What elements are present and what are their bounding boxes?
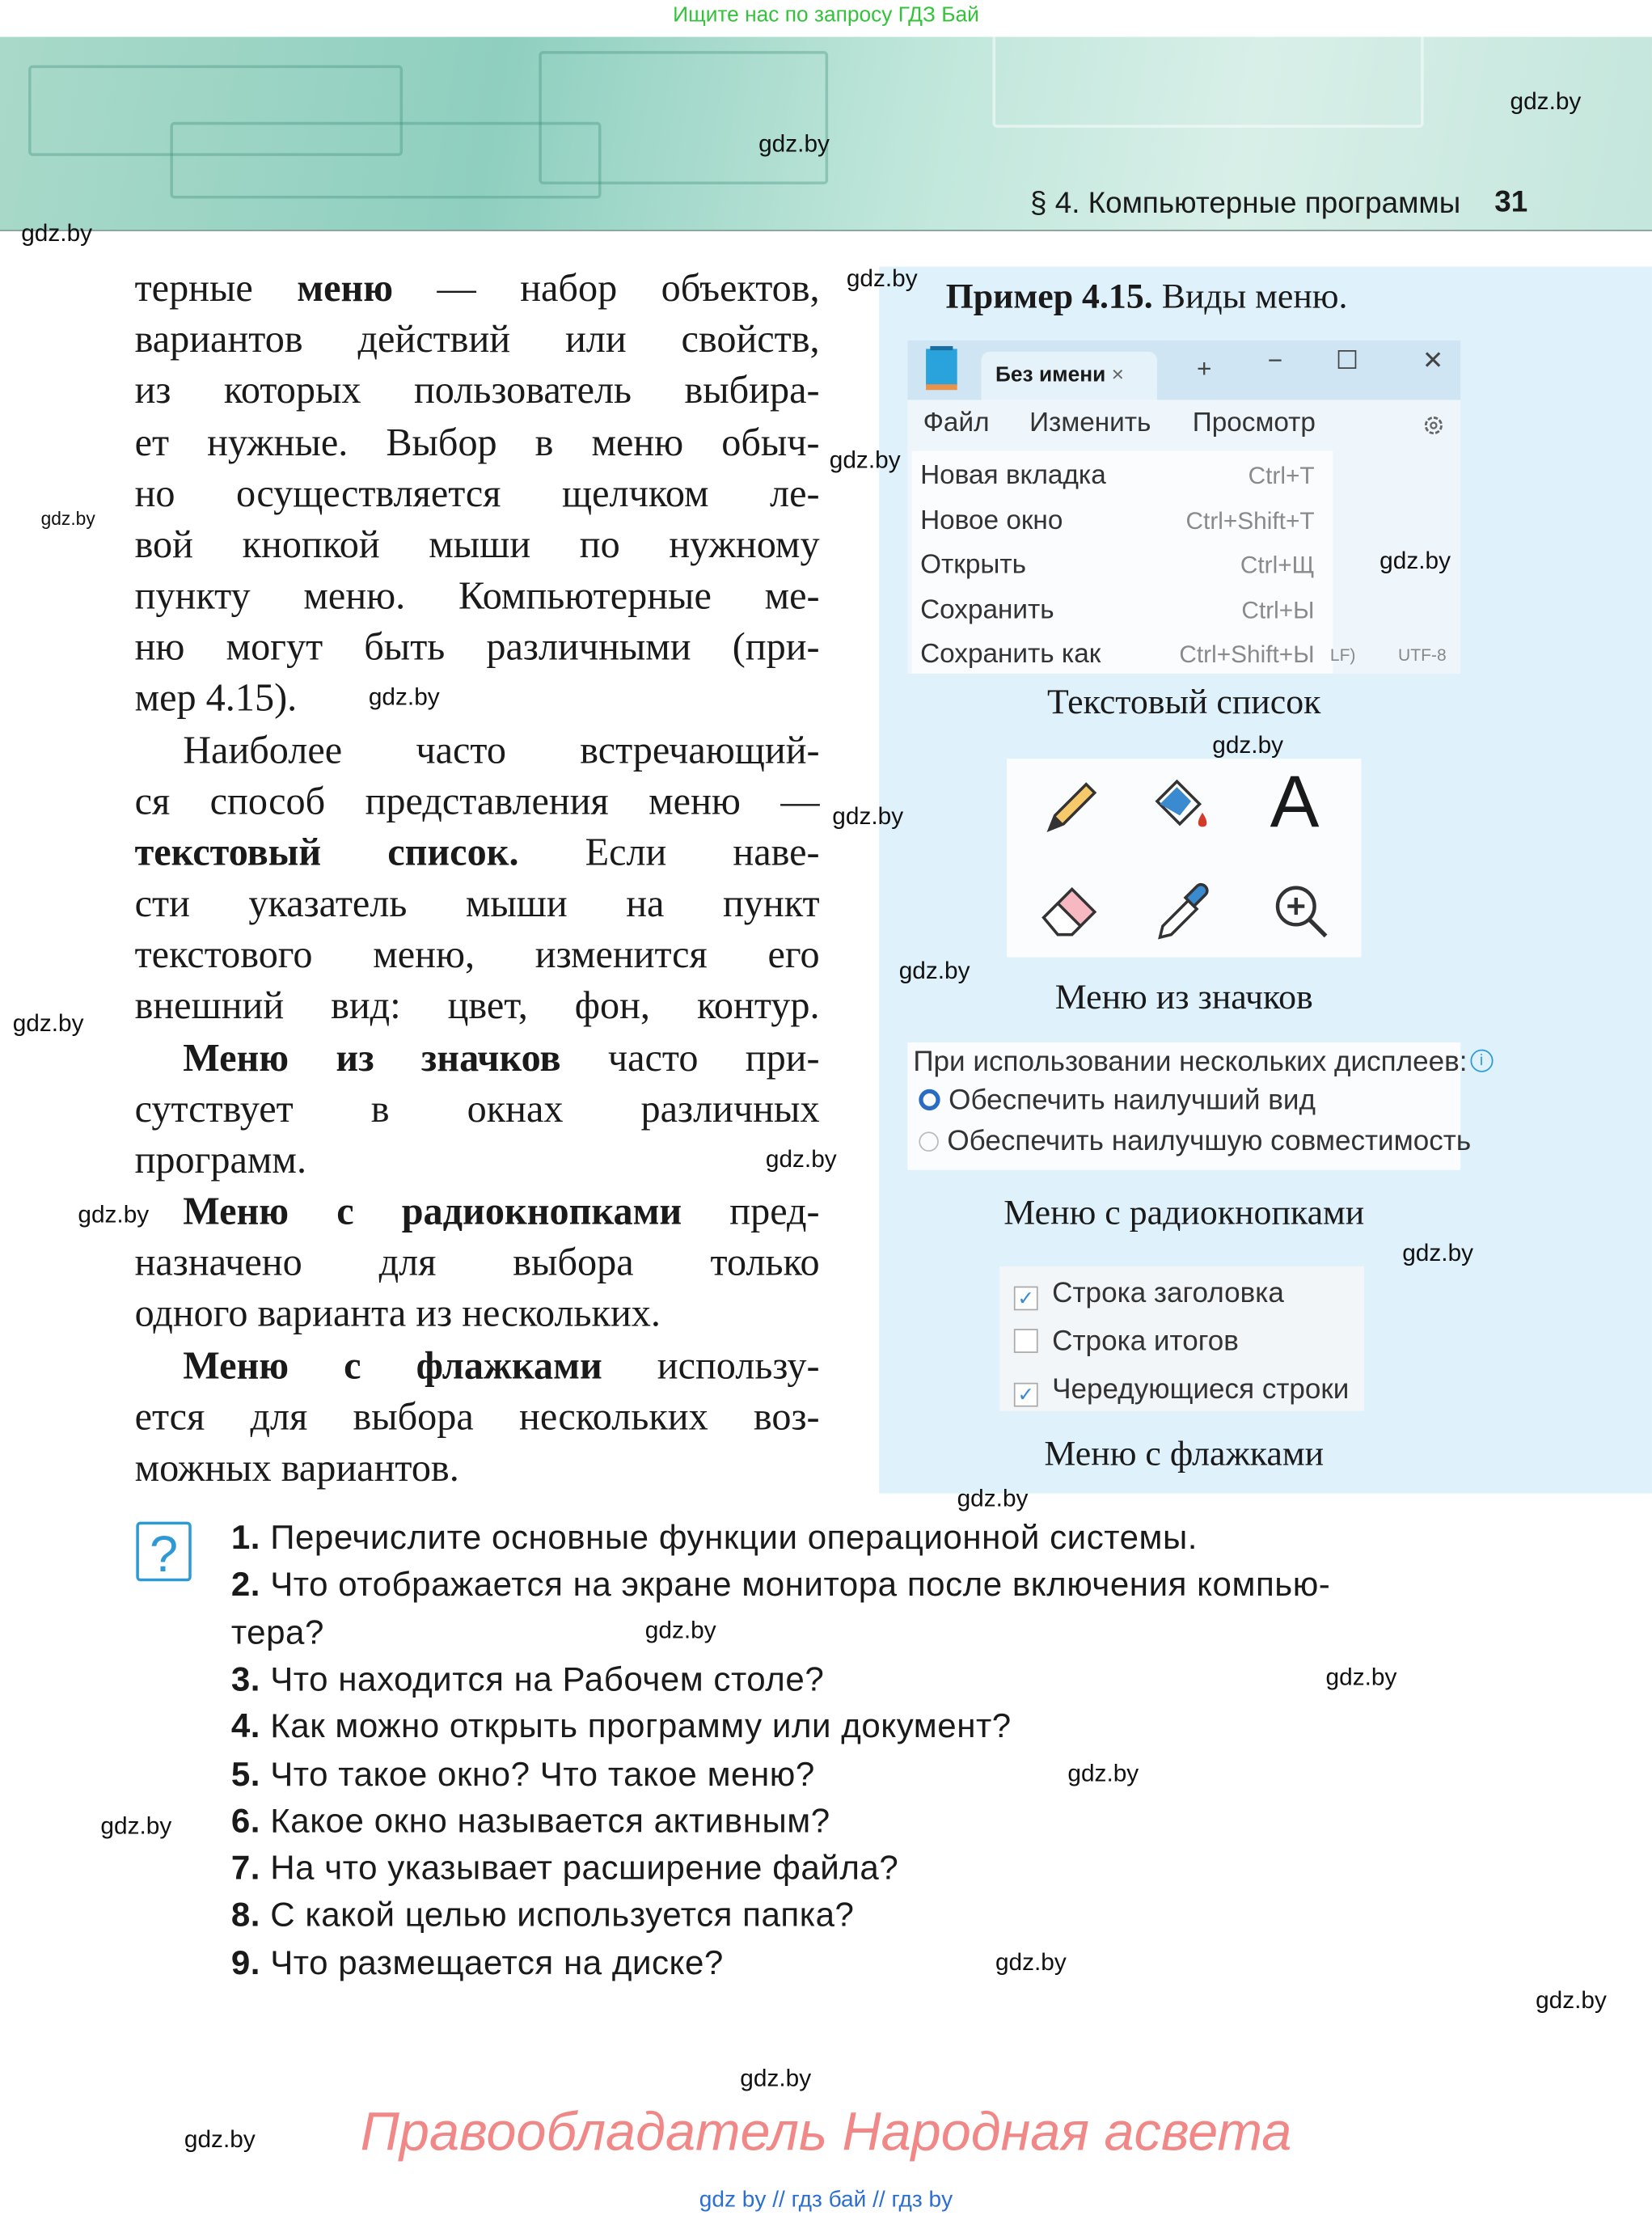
menu-item[interactable] [920, 588, 1315, 632]
text-segment: вариантов действий или свойств, [134, 316, 820, 361]
body-line [135, 1137, 820, 1182]
bold-term: Меню из значков [183, 1034, 561, 1079]
question-text: Как можно открыть программу или документ? [260, 1707, 1012, 1747]
watermark: gdz.by [1536, 1986, 1607, 2015]
menu-item-label: Новое окно [920, 505, 1063, 535]
body-line [135, 1445, 820, 1490]
text-segment: одного варианта из нескольких. [134, 1291, 661, 1335]
new-tab-button[interactable]: + [1197, 354, 1212, 383]
watermark: gdz.by [1379, 547, 1451, 575]
top-note[interactable]: Ищите нас по запросу ГДЗ Бай [673, 2, 979, 27]
question-number: 5. [230, 1755, 261, 1794]
watermark: gdz.by [368, 683, 440, 711]
radio-option-label: Обеспечить наилучший вид [949, 1085, 1316, 1117]
text-segment: пункту меню. Компьютерные ме- [134, 573, 820, 617]
bold-term: текстовый список. [134, 829, 519, 873]
question-text: Что такое окно? Что такое меню? [260, 1755, 815, 1794]
status-encoding: UTF-8 [1398, 645, 1447, 666]
example-number: Пример 4.15. [945, 277, 1153, 317]
body-line [135, 932, 820, 977]
menu-item-shortcut: Ctrl+Shift+T [1185, 506, 1315, 535]
radio-option[interactable] [919, 1085, 1316, 1118]
question-number: 7. [230, 1849, 261, 1888]
text-segment: ню могут быть различными (при- [134, 624, 820, 669]
question-text: Какое окно называется активным? [260, 1802, 830, 1841]
title-bar [907, 340, 1460, 400]
text-segment: текстового меню, изменится его [134, 932, 820, 976]
menu-item-label: Открыть [920, 550, 1026, 581]
text-segment: ся способ представления меню — [134, 778, 820, 822]
text-segment: внешний вид: цвет, фон, контур. [134, 983, 820, 1028]
watermark: gdz.by [644, 1617, 716, 1644]
text-segment: пред- [682, 1188, 820, 1233]
menu-item-label: Сохранить как [920, 639, 1101, 670]
body-line [135, 1393, 820, 1439]
watermark: gdz.by [12, 1009, 84, 1037]
body-line [135, 522, 820, 567]
text-segment: сти указатель мыши на пункт [134, 881, 820, 925]
menu-item[interactable] [920, 454, 1315, 497]
watermark: gdz.by [1402, 1239, 1474, 1266]
bold-term: Меню с радиокнопками [183, 1188, 682, 1233]
footer-links[interactable]: gdz by // гдз бай // гдз by [699, 2188, 953, 2213]
menu-item-label: Сохранить [920, 594, 1054, 625]
caption-text-list: Текстовый список [1047, 683, 1321, 722]
checkbox-option[interactable] [1014, 1321, 1239, 1364]
text-segment: Если наве- [518, 829, 820, 873]
section-title: § 4. Компьютерные программы [1030, 187, 1461, 220]
question-item [231, 1660, 824, 1702]
text-segment: можных вариантов. [134, 1444, 459, 1490]
question-number: 1. [230, 1519, 261, 1558]
menu-item-shortcut: Ctrl+Ы [1241, 596, 1315, 624]
text-segment: ет нужные. Выбор в меню обыч- [134, 419, 820, 463]
caption-icon-menu: Меню из значков [1054, 978, 1313, 1017]
question-text: Что размещается на диске? [260, 1943, 724, 1982]
page-number: 31 [1494, 185, 1528, 219]
text-segment: — набор объектов, [393, 264, 820, 310]
icon-menu [1007, 759, 1361, 958]
watermark: gdz.by [832, 802, 904, 830]
menu-item-label: Новая вкладка [920, 460, 1106, 491]
body-line [183, 1342, 819, 1388]
radio-option[interactable] [919, 1126, 1471, 1158]
menu-item-shortcut: Ctrl+Щ [1240, 552, 1315, 579]
tab-close-icon[interactable]: × [1111, 362, 1124, 387]
example-title [946, 278, 1348, 318]
body-line [183, 727, 819, 772]
copyright-notice: Правообладатель Народная асвета [360, 2103, 1292, 2163]
watermark: gdz.by [1212, 731, 1284, 759]
question-item [231, 1801, 830, 1844]
question-text: тера? [230, 1613, 324, 1652]
minimize-button[interactable]: − [1267, 345, 1283, 374]
menu-item[interactable] [920, 543, 1315, 587]
menu-edit[interactable]: Изменить [1029, 408, 1151, 438]
text-segment: часто при- [560, 1034, 820, 1079]
menu-item[interactable] [920, 632, 1315, 676]
checkbox-label: Строка итогов [1052, 1326, 1239, 1358]
checkbox[interactable]: ✓ [1014, 1383, 1038, 1407]
question-text: Что находится на Рабочем столе? [260, 1660, 825, 1699]
text-segment: но осуществляется щелчком ле- [134, 470, 820, 514]
question-number: 8. [230, 1896, 261, 1935]
body-line [183, 1189, 819, 1234]
question-text: На что указывает расширение файла? [260, 1849, 899, 1888]
watermark: gdz.by [829, 446, 901, 474]
example-heading: Виды меню. [1152, 277, 1348, 317]
question-number: 2. [230, 1566, 261, 1605]
bold-term: Меню с флажками [183, 1342, 602, 1387]
caption-checkbox-menu: Меню с флажками [1044, 1435, 1325, 1474]
text-segment: программ. [134, 1137, 307, 1182]
question-item [231, 1706, 1012, 1749]
checkbox-option[interactable] [1014, 1272, 1284, 1315]
body-line [135, 983, 820, 1029]
checkbox[interactable]: ✓ [1014, 1287, 1038, 1311]
question-icon: ? [136, 1522, 191, 1582]
menu-bar [907, 400, 1460, 451]
body-line [135, 881, 820, 926]
watermark: gdz.by [78, 1201, 150, 1228]
fill-bucket-icon[interactable] [1146, 773, 1217, 844]
caption-radio-menu: Меню с радиокнопками [1003, 1194, 1365, 1233]
radio-button[interactable] [919, 1131, 939, 1152]
body-line [135, 471, 820, 516]
text-segment: ется для выбора нескольких воз- [134, 1393, 820, 1438]
watermark: gdz.by [740, 2065, 812, 2092]
menu-item-shortcut: Ctrl+Shift+Ы [1179, 641, 1315, 668]
text-segment: вой кнопкой мыши по нужному [134, 522, 820, 566]
watermark: gdz.by [40, 507, 95, 530]
body-line [135, 419, 820, 464]
watermark: gdz.by [21, 219, 93, 247]
checkbox-option[interactable] [1014, 1368, 1350, 1411]
radio-button[interactable] [919, 1089, 940, 1110]
text-segment: использу- [602, 1342, 820, 1387]
question-item [231, 1565, 1331, 1608]
question-item [231, 1943, 724, 1985]
question-item [231, 1848, 898, 1891]
question-number: 4. [230, 1707, 261, 1747]
text-segment: Наиболее часто встречающий- [183, 726, 820, 772]
question-item [231, 1753, 815, 1796]
watermark: gdz.by [995, 1948, 1067, 1976]
watermark: gdz.by [1325, 1663, 1397, 1691]
watermark: gdz.by [1067, 1760, 1139, 1787]
body-line [135, 1291, 820, 1336]
checkbox-label: Строка заголовка [1052, 1277, 1284, 1309]
body-line [135, 316, 820, 362]
radio-label: При использовании нескольких дисплеев: [913, 1046, 1468, 1078]
tab-untitled[interactable] [981, 352, 1156, 400]
notepad-window [907, 340, 1460, 674]
eraser-icon[interactable] [1035, 875, 1106, 946]
maximize-button[interactable]: ☐ [1335, 345, 1359, 374]
watermark: gdz.by [957, 1485, 1029, 1512]
pencil-icon[interactable] [1035, 773, 1106, 844]
question-item [231, 1612, 324, 1655]
gear-icon[interactable] [1422, 414, 1445, 437]
text-icon[interactable]: A [1270, 761, 1320, 844]
body-line [183, 1034, 819, 1080]
watermark: gdz.by [758, 130, 830, 158]
watermark: gdz.by [846, 264, 918, 293]
watermark: gdz.by [1510, 87, 1582, 116]
tab-label: Без имени [995, 362, 1106, 387]
radio-group-label [913, 1046, 1493, 1079]
body-line [135, 265, 820, 311]
body-line [135, 573, 820, 618]
status-line-ending: LF) [1329, 645, 1356, 666]
watermark: gdz.by [765, 1145, 837, 1173]
menu-item-shortcut: Ctrl+T [1248, 462, 1315, 489]
radio-menu [907, 1042, 1484, 1170]
notepad-icon [924, 346, 958, 391]
question-text: Что отображается на экране монитора после включения компью- [260, 1566, 1331, 1605]
watermark: gdz.by [898, 957, 970, 984]
body-line [135, 830, 820, 875]
question-text: С какой целью используется папка? [260, 1896, 855, 1935]
close-button[interactable]: ✕ [1422, 345, 1444, 374]
watermark: gdz.by [184, 2125, 256, 2153]
text-segment: терные [134, 264, 298, 310]
zoom-in-icon[interactable] [1265, 875, 1336, 946]
body-line [135, 624, 820, 670]
question-text: Перечислите основные функции операционной системы. [260, 1519, 1198, 1558]
text-segment: назначено для выбора только [134, 1240, 820, 1284]
bold-term: меню [297, 264, 394, 310]
question-item [231, 1895, 855, 1938]
file-menu-dropdown [912, 451, 1333, 674]
checkbox-label: Чередующиеся строки [1052, 1374, 1350, 1406]
question-number: 3. [230, 1660, 261, 1699]
question-number: 6. [230, 1802, 261, 1841]
info-icon[interactable]: i [1470, 1050, 1493, 1072]
question-number: 9. [230, 1943, 261, 1982]
watermark: gdz.by [100, 1812, 172, 1840]
menu-view[interactable]: Просмотр [1192, 408, 1316, 438]
body-line [135, 368, 820, 413]
menu-item[interactable] [920, 498, 1315, 542]
menu-file[interactable]: Файл [923, 408, 990, 438]
text-segment: сутствует в окнах различных [134, 1085, 820, 1131]
checkbox-menu [999, 1266, 1364, 1411]
color-picker-icon[interactable] [1148, 875, 1219, 946]
body-line [135, 1240, 820, 1285]
body-line [135, 778, 820, 823]
text-segment: мер 4.15). [134, 675, 298, 720]
radio-option-label: Обеспечить наилучшую совместимость [947, 1126, 1472, 1157]
body-line [135, 675, 820, 721]
question-item [231, 1517, 1198, 1560]
text-segment: из которых пользователь выбира- [134, 367, 820, 412]
body-line [135, 1086, 820, 1131]
checkbox[interactable] [1014, 1329, 1038, 1353]
